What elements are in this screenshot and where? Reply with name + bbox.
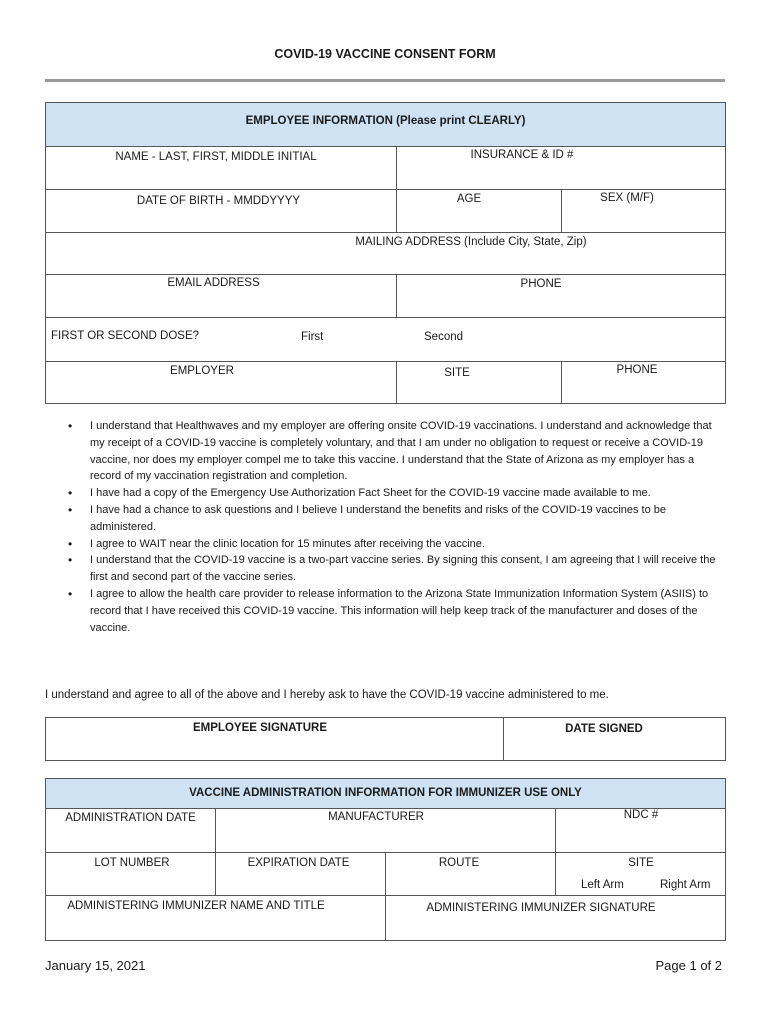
email-label: EMAIL ADDRESS bbox=[167, 277, 260, 289]
lot-number-label: LOT NUMBER bbox=[94, 857, 170, 869]
phone-field[interactable] bbox=[397, 274, 725, 317]
lot-number-field[interactable] bbox=[46, 852, 215, 895]
signature-table bbox=[45, 717, 726, 761]
insurance-field[interactable] bbox=[397, 146, 725, 189]
dose-second-option[interactable]: Second bbox=[424, 331, 464, 343]
dose-label: FIRST OR SECOND DOSE? bbox=[51, 330, 200, 342]
employee-info-table bbox=[45, 102, 726, 404]
administration-header: VACCINE ADMINISTRATION INFORMATION FOR IMMUNIZER USE ONLY bbox=[46, 779, 725, 808]
title-divider bbox=[45, 79, 725, 82]
administration-date-field[interactable] bbox=[46, 808, 215, 852]
consent-statement: • I agree to WAIT near the clinic location for 15 minutes after receiving the vaccine. bbox=[68, 536, 728, 553]
employer-label: EMPLOYER bbox=[170, 365, 234, 377]
administration-table bbox=[45, 778, 726, 941]
consent-statement: • I have had a copy of the Emergency Use Authorization Fact Sheet for the COVID-19 vaccine made available to me. bbox=[68, 485, 728, 502]
immunizer-name-field[interactable] bbox=[46, 895, 385, 940]
immunizer-name-label: ADMINISTERING IMMUNIZER NAME AND TITLE bbox=[67, 900, 325, 912]
footer-date: January 15, 2021 bbox=[45, 958, 146, 973]
admin-site-label: SITE bbox=[628, 857, 654, 869]
age-field[interactable] bbox=[397, 189, 561, 232]
dob-field[interactable] bbox=[46, 189, 396, 232]
address-field[interactable] bbox=[46, 232, 725, 274]
right-arm-option[interactable]: Right Arm bbox=[660, 879, 711, 891]
expiration-date-label: EXPIRATION DATE bbox=[247, 857, 350, 869]
route-field[interactable] bbox=[386, 852, 555, 895]
employer-phone-field[interactable] bbox=[562, 361, 725, 403]
site-selection-field[interactable] bbox=[556, 852, 725, 895]
name-field[interactable] bbox=[46, 146, 396, 189]
consent-statement: • I have had a chance to ask questions and I believe I understand the benefits and risks of the COVID-19 vaccines to be administered. bbox=[68, 502, 728, 536]
name-label: NAME - LAST, FIRST, MIDDLE INITIAL bbox=[115, 151, 317, 163]
left-arm-option[interactable]: Left Arm bbox=[581, 879, 624, 891]
manufacturer-label: MANUFACTURER bbox=[328, 811, 424, 823]
agreement-text: I understand and agree to all of the above and I hereby ask to have the COVID-19 vaccine administered to me. bbox=[45, 689, 609, 701]
age-label: AGE bbox=[456, 193, 482, 205]
sex-label: SEX (M/F) bbox=[600, 192, 654, 204]
employee-info-header: EMPLOYEE INFORMATION (Please print CLEARLY) bbox=[46, 103, 725, 146]
employee-signature-label: EMPLOYEE SIGNATURE bbox=[193, 722, 327, 734]
ndc-field[interactable] bbox=[556, 808, 725, 852]
administration-date-label: ADMINISTRATION DATE bbox=[65, 812, 196, 824]
consent-statements bbox=[68, 418, 728, 636]
date-signed-label: DATE SIGNED bbox=[565, 723, 643, 735]
email-field[interactable] bbox=[46, 274, 396, 317]
employee-signature-field[interactable] bbox=[46, 718, 503, 760]
ndc-label: NDC # bbox=[623, 809, 659, 821]
insurance-label: INSURANCE & ID # bbox=[470, 149, 574, 161]
manufacturer-field[interactable] bbox=[216, 808, 555, 852]
dob-label: DATE OF BIRTH - MMDDYYYY bbox=[136, 195, 301, 207]
consent-statement: • I understand that the COVID-19 vaccine is a two-part vaccine series. By signing this consent, I am agreeing that I will receive the first and second part of the vaccine series. bbox=[68, 552, 728, 586]
employer-field[interactable] bbox=[46, 361, 396, 403]
immunizer-signature-label: ADMINISTERING IMMUNIZER SIGNATURE bbox=[426, 902, 656, 914]
sex-field[interactable] bbox=[562, 189, 725, 232]
immunizer-signature-field[interactable] bbox=[386, 895, 725, 940]
consent-statement: • I understand that Healthwaves and my employer are offering onsite COVID-19 vaccinations. I understand and acknowledge that my receipt of a COVID-19 vaccine is completely voluntary, and that I am under no obligation to request or receive a COVID-19 vaccine, nor does my employer compel me to take this vaccine. I understand that the State of Arizona as my employer has a record of my vaccination registration and completion. bbox=[68, 418, 728, 485]
employer-phone-label: PHONE bbox=[616, 364, 658, 376]
site-label: SITE bbox=[444, 367, 470, 379]
page-number: Page 1 of 2 bbox=[655, 958, 722, 973]
date-signed-field[interactable] bbox=[504, 718, 725, 760]
dose-first-option[interactable]: First bbox=[301, 331, 324, 343]
address-label: MAILING ADDRESS (Include City, State, Zip) bbox=[355, 236, 587, 248]
route-label: ROUTE bbox=[438, 857, 480, 869]
phone-label: PHONE bbox=[520, 278, 562, 290]
consent-statement: • I agree to allow the health care provider to release information to the Arizona State Immunization Information System (ASIIS) to record that I have received this COVID-19 vaccine. This information will help keep track of the manufacturer and doses of the vaccine. bbox=[68, 586, 728, 636]
site-field[interactable] bbox=[397, 361, 561, 403]
expiration-date-field[interactable] bbox=[216, 852, 385, 895]
page-title: COVID-19 VACCINE CONSENT FORM bbox=[274, 47, 496, 61]
